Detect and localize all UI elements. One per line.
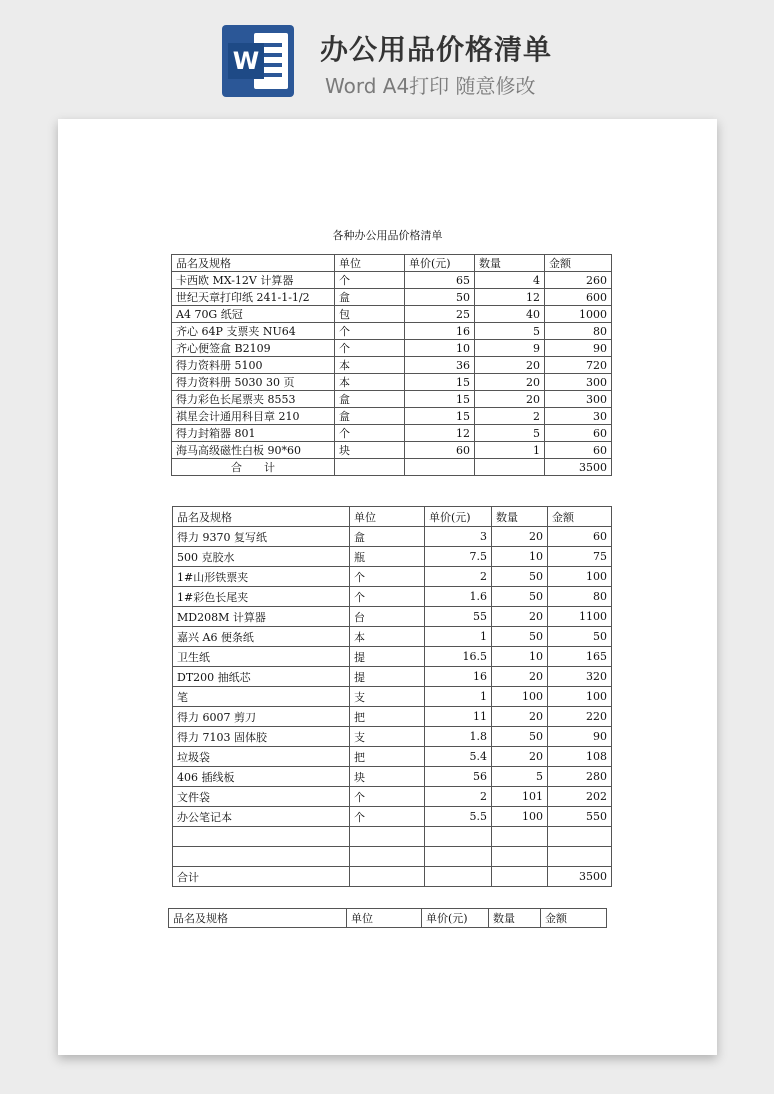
quantity-cell: 1 bbox=[475, 442, 545, 459]
amount-cell: 1000 bbox=[545, 306, 612, 323]
table-row bbox=[172, 408, 612, 425]
table-row bbox=[172, 442, 612, 459]
promo-header bbox=[0, 0, 774, 110]
table-row bbox=[173, 607, 612, 627]
unit-cell: 包 bbox=[335, 306, 405, 323]
column-header: 数量 bbox=[492, 507, 548, 527]
quantity-cell: 100 bbox=[492, 687, 548, 707]
unit-price-cell: 7.5 bbox=[425, 547, 492, 567]
quantity-cell: 20 bbox=[492, 747, 548, 767]
promo-subtitle: Word A4打印 随意修改 bbox=[325, 74, 536, 98]
item-name-cell: 垃圾袋 bbox=[173, 747, 350, 767]
unit-price-cell: 50 bbox=[405, 289, 475, 306]
quantity-cell: 2 bbox=[475, 408, 545, 425]
quantity-cell: 20 bbox=[475, 391, 545, 408]
item-name-cell: 世纪天章打印纸 241-1-1/2 bbox=[172, 289, 335, 306]
total-empty-cell bbox=[405, 459, 475, 476]
table-header-row bbox=[172, 255, 612, 272]
table-row bbox=[173, 827, 612, 847]
table-row bbox=[173, 727, 612, 747]
item-name-cell: 祺星会计通用科目章 210 bbox=[172, 408, 335, 425]
item-name-cell: 嘉兴 A6 便条纸 bbox=[173, 627, 350, 647]
unit-cell bbox=[350, 827, 425, 847]
table-row bbox=[173, 707, 612, 727]
total-empty-cell bbox=[335, 459, 405, 476]
total-label: 合 计 bbox=[172, 459, 335, 476]
total-amount: 3500 bbox=[548, 867, 612, 887]
price-table-3 bbox=[168, 908, 607, 928]
column-header: 金额 bbox=[548, 507, 612, 527]
item-name-cell: 得力资料册 5100 bbox=[172, 357, 335, 374]
table-row bbox=[173, 567, 612, 587]
column-header: 数量 bbox=[489, 909, 541, 928]
unit-cell: 把 bbox=[350, 747, 425, 767]
unit-cell: 台 bbox=[350, 607, 425, 627]
unit-cell: 个 bbox=[350, 807, 425, 827]
quantity-cell: 20 bbox=[492, 707, 548, 727]
amount-cell: 90 bbox=[545, 340, 612, 357]
unit-cell bbox=[350, 847, 425, 867]
quantity-cell: 50 bbox=[492, 627, 548, 647]
amount-cell: 90 bbox=[548, 727, 612, 747]
item-name-cell: 1#彩色长尾夹 bbox=[173, 587, 350, 607]
amount-cell: 300 bbox=[545, 391, 612, 408]
unit-cell: 个 bbox=[335, 323, 405, 340]
item-name-cell: 卫生纸 bbox=[173, 647, 350, 667]
unit-price-cell: 16 bbox=[425, 667, 492, 687]
unit-price-cell: 36 bbox=[405, 357, 475, 374]
total-empty-cell bbox=[425, 867, 492, 887]
amount-cell: 202 bbox=[548, 787, 612, 807]
unit-price-cell: 2 bbox=[425, 787, 492, 807]
table-row bbox=[172, 306, 612, 323]
table-header-row bbox=[169, 909, 607, 928]
table-row bbox=[173, 747, 612, 767]
table-row bbox=[172, 374, 612, 391]
amount-cell: 220 bbox=[548, 707, 612, 727]
item-name-cell: 1#山形铁票夹 bbox=[173, 567, 350, 587]
unit-cell: 个 bbox=[335, 272, 405, 289]
unit-price-cell: 1.6 bbox=[425, 587, 492, 607]
table-row bbox=[173, 647, 612, 667]
unit-price-cell bbox=[425, 827, 492, 847]
item-name-cell: 得力封箱器 801 bbox=[172, 425, 335, 442]
table-row bbox=[173, 547, 612, 567]
unit-cell: 提 bbox=[350, 667, 425, 687]
total-empty-cell bbox=[492, 867, 548, 887]
quantity-cell: 20 bbox=[492, 607, 548, 627]
quantity-cell: 50 bbox=[492, 727, 548, 747]
unit-cell: 盒 bbox=[335, 289, 405, 306]
unit-cell: 把 bbox=[350, 707, 425, 727]
item-name-cell: 办公笔记本 bbox=[173, 807, 350, 827]
unit-price-cell: 56 bbox=[425, 767, 492, 787]
unit-price-cell: 15 bbox=[405, 408, 475, 425]
document-page bbox=[58, 119, 717, 1055]
unit-cell: 个 bbox=[350, 587, 425, 607]
amount-cell: 600 bbox=[545, 289, 612, 306]
item-name-cell: 笔 bbox=[173, 687, 350, 707]
amount-cell: 50 bbox=[548, 627, 612, 647]
item-name-cell: 得力彩色长尾票夹 8553 bbox=[172, 391, 335, 408]
item-name-cell: 得力 9370 复写纸 bbox=[173, 527, 350, 547]
quantity-cell: 5 bbox=[492, 767, 548, 787]
unit-price-cell: 10 bbox=[405, 340, 475, 357]
unit-price-cell: 15 bbox=[405, 374, 475, 391]
total-amount: 3500 bbox=[545, 459, 612, 476]
table-row bbox=[172, 425, 612, 442]
column-header: 数量 bbox=[475, 255, 545, 272]
table-row bbox=[172, 340, 612, 357]
amount-cell: 320 bbox=[548, 667, 612, 687]
amount-cell: 165 bbox=[548, 647, 612, 667]
unit-price-cell: 5.5 bbox=[425, 807, 492, 827]
table-row bbox=[173, 847, 612, 867]
unit-cell: 瓶 bbox=[350, 547, 425, 567]
quantity-cell: 101 bbox=[492, 787, 548, 807]
table-row bbox=[172, 357, 612, 374]
item-name-cell: 齐心便签盒 B2109 bbox=[172, 340, 335, 357]
amount-cell bbox=[548, 827, 612, 847]
quantity-cell bbox=[492, 827, 548, 847]
unit-price-cell: 55 bbox=[425, 607, 492, 627]
amount-cell bbox=[548, 847, 612, 867]
quantity-cell: 20 bbox=[492, 667, 548, 687]
unit-price-cell: 16.5 bbox=[425, 647, 492, 667]
price-table-1 bbox=[171, 254, 612, 476]
amount-cell: 1100 bbox=[548, 607, 612, 627]
word-icon-letter: W bbox=[228, 43, 264, 79]
amount-cell: 300 bbox=[545, 374, 612, 391]
unit-price-cell: 25 bbox=[405, 306, 475, 323]
column-header: 单位 bbox=[347, 909, 422, 928]
unit-cell: 个 bbox=[350, 787, 425, 807]
unit-cell: 提 bbox=[350, 647, 425, 667]
quantity-cell: 20 bbox=[475, 357, 545, 374]
unit-price-cell: 60 bbox=[405, 442, 475, 459]
amount-cell: 100 bbox=[548, 567, 612, 587]
unit-cell: 块 bbox=[335, 442, 405, 459]
quantity-cell: 50 bbox=[492, 567, 548, 587]
quantity-cell: 10 bbox=[492, 647, 548, 667]
item-name-cell: 齐心 64P 支票夹 NU64 bbox=[172, 323, 335, 340]
unit-price-cell: 16 bbox=[405, 323, 475, 340]
item-name-cell bbox=[173, 847, 350, 867]
quantity-cell: 12 bbox=[475, 289, 545, 306]
column-header: 品名及规格 bbox=[169, 909, 347, 928]
table-row bbox=[173, 807, 612, 827]
item-name-cell: 得力 7103 固体胶 bbox=[173, 727, 350, 747]
amount-cell: 550 bbox=[548, 807, 612, 827]
item-name-cell: 得力资料册 5030 30 页 bbox=[172, 374, 335, 391]
table-header-row bbox=[173, 507, 612, 527]
column-header: 单价(元) bbox=[425, 507, 492, 527]
unit-price-cell bbox=[425, 847, 492, 867]
column-header: 金额 bbox=[541, 909, 607, 928]
quantity-cell: 10 bbox=[492, 547, 548, 567]
unit-cell: 本 bbox=[335, 374, 405, 391]
quantity-cell: 5 bbox=[475, 425, 545, 442]
document-title: 各种办公用品价格清单 bbox=[332, 229, 443, 242]
unit-cell: 盒 bbox=[335, 391, 405, 408]
word-app-icon bbox=[222, 25, 294, 97]
unit-price-cell: 11 bbox=[425, 707, 492, 727]
table-row bbox=[172, 272, 612, 289]
unit-cell: 个 bbox=[335, 340, 405, 357]
amount-cell: 260 bbox=[545, 272, 612, 289]
amount-cell: 720 bbox=[545, 357, 612, 374]
unit-cell: 本 bbox=[350, 627, 425, 647]
quantity-cell: 5 bbox=[475, 323, 545, 340]
unit-price-cell: 15 bbox=[405, 391, 475, 408]
unit-cell: 支 bbox=[350, 727, 425, 747]
quantity-cell: 40 bbox=[475, 306, 545, 323]
unit-cell: 盒 bbox=[350, 527, 425, 547]
total-empty-cell bbox=[350, 867, 425, 887]
amount-cell: 280 bbox=[548, 767, 612, 787]
quantity-cell: 9 bbox=[475, 340, 545, 357]
item-name-cell: A4 70G 纸冠 bbox=[172, 306, 335, 323]
quantity-cell: 20 bbox=[492, 527, 548, 547]
column-header: 单位 bbox=[350, 507, 425, 527]
unit-price-cell: 65 bbox=[405, 272, 475, 289]
unit-cell: 个 bbox=[335, 425, 405, 442]
unit-cell: 块 bbox=[350, 767, 425, 787]
amount-cell: 75 bbox=[548, 547, 612, 567]
total-empty-cell bbox=[475, 459, 545, 476]
quantity-cell: 20 bbox=[475, 374, 545, 391]
amount-cell: 60 bbox=[545, 442, 612, 459]
table-row bbox=[173, 667, 612, 687]
column-header: 金额 bbox=[545, 255, 612, 272]
unit-cell: 本 bbox=[335, 357, 405, 374]
column-header: 单位 bbox=[335, 255, 405, 272]
amount-cell: 80 bbox=[548, 587, 612, 607]
table-row bbox=[172, 391, 612, 408]
item-name-cell: 文件袋 bbox=[173, 787, 350, 807]
quantity-cell: 4 bbox=[475, 272, 545, 289]
item-name-cell: 500 克胶水 bbox=[173, 547, 350, 567]
amount-cell: 108 bbox=[548, 747, 612, 767]
table-row bbox=[173, 527, 612, 547]
unit-cell: 支 bbox=[350, 687, 425, 707]
amount-cell: 60 bbox=[548, 527, 612, 547]
unit-price-cell: 3 bbox=[425, 527, 492, 547]
table-row bbox=[173, 787, 612, 807]
column-header: 单价(元) bbox=[405, 255, 475, 272]
quantity-cell: 50 bbox=[492, 587, 548, 607]
quantity-cell bbox=[492, 847, 548, 867]
unit-price-cell: 12 bbox=[405, 425, 475, 442]
price-table-2 bbox=[172, 506, 612, 887]
unit-cell: 个 bbox=[350, 567, 425, 587]
unit-price-cell: 2 bbox=[425, 567, 492, 587]
table-row bbox=[172, 289, 612, 306]
item-name-cell: 得力 6007 剪刀 bbox=[173, 707, 350, 727]
table-row bbox=[173, 587, 612, 607]
total-label: 合计 bbox=[173, 867, 350, 887]
quantity-cell: 100 bbox=[492, 807, 548, 827]
total-row bbox=[172, 459, 612, 476]
item-name-cell: 卡西欧 MX-12V 计算器 bbox=[172, 272, 335, 289]
column-header: 品名及规格 bbox=[173, 507, 350, 527]
column-header: 品名及规格 bbox=[172, 255, 335, 272]
item-name-cell: 海马高级磁性白板 90*60 bbox=[172, 442, 335, 459]
table-row bbox=[173, 687, 612, 707]
amount-cell: 30 bbox=[545, 408, 612, 425]
unit-price-cell: 5.4 bbox=[425, 747, 492, 767]
unit-price-cell: 1 bbox=[425, 627, 492, 647]
table-row bbox=[173, 627, 612, 647]
column-header: 单价(元) bbox=[422, 909, 489, 928]
unit-price-cell: 1 bbox=[425, 687, 492, 707]
promo-title: 办公用品价格清单 bbox=[320, 33, 553, 66]
amount-cell: 60 bbox=[545, 425, 612, 442]
unit-cell: 盒 bbox=[335, 408, 405, 425]
item-name-cell: 406 插线板 bbox=[173, 767, 350, 787]
table-row bbox=[173, 767, 612, 787]
table-row bbox=[172, 323, 612, 340]
item-name-cell bbox=[173, 827, 350, 847]
amount-cell: 100 bbox=[548, 687, 612, 707]
unit-price-cell: 1.8 bbox=[425, 727, 492, 747]
total-row bbox=[173, 867, 612, 887]
amount-cell: 80 bbox=[545, 323, 612, 340]
item-name-cell: DT200 抽纸芯 bbox=[173, 667, 350, 687]
item-name-cell: MD208M 计算器 bbox=[173, 607, 350, 627]
